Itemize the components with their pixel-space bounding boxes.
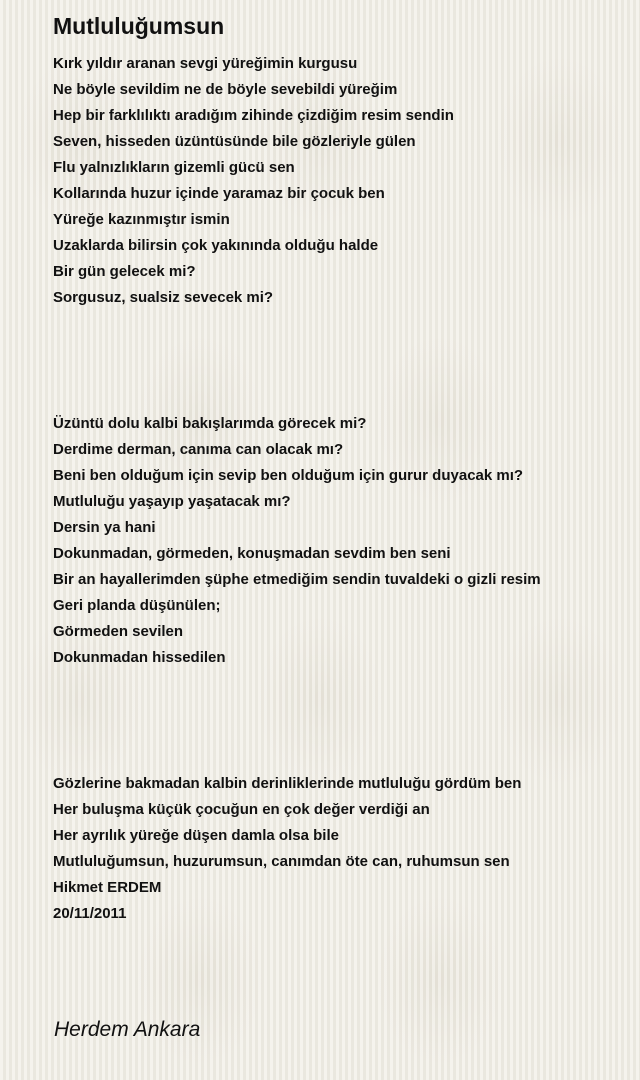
poem-line: Seven, hisseden üzüntüsünde bile gözleriyle gülen [53, 133, 416, 150]
poem-line: Yüreğe kazınmıştır ismin [53, 211, 230, 228]
poem-line: Flu yalnızlıkların gizemli gücü sen [53, 159, 295, 176]
poem-line: Mutluluğumsun, huzurumsun, canımdan öte can, ruhumsun sen [53, 853, 510, 870]
stanza-3 [53, 771, 521, 927]
poem-date: 20/11/2011 [53, 905, 127, 922]
poem-author: Hikmet ERDEM [53, 879, 162, 896]
poem-line: Dokunmadan hissedilen [53, 649, 226, 666]
stanza-2 [53, 411, 541, 671]
poem-title: Mutluluğumsun [53, 13, 225, 39]
poem-line: Beni ben olduğum için sevip ben olduğum için gurur duyacak mı? [53, 467, 524, 484]
poem-line: Dokunmadan, görmeden, konuşmadan sevdim ben seni [53, 545, 451, 562]
poem-line: Görmeden sevilen [53, 623, 184, 640]
poem-line: Her ayrılık yüreğe düşen damla olsa bile [53, 827, 339, 844]
poem-line: Hep bir farklılıktı aradığım zihinde çizdiğim resim sendin [53, 107, 454, 124]
poem-line: Bir an hayallerimden şüphe etmediğim sendin tuvaldeki o gizli resim [53, 571, 541, 588]
stanza-1 [53, 51, 454, 311]
poem-line: Gözlerine bakmadan kalbin derinliklerinde mutluluğu gördüm ben [53, 775, 522, 792]
poem-line: Uzaklarda bilirsin çok yakınında olduğu halde [53, 237, 379, 254]
poem-line: Sorgusuz, sualsiz sevecek mi? [53, 289, 274, 306]
poem-line: Her buluşma küçük çocuğun en çok değer verdiği an [53, 801, 430, 818]
poem-line: Üzüntü dolu kalbi bakışlarımda görecek mi? [53, 415, 367, 432]
poem-line: Derdime derman, canıma can olacak mı? [53, 441, 344, 458]
poem-line: Bir gün gelecek mi? [53, 263, 196, 280]
poem-line: Geri planda düşünülen; [53, 597, 221, 614]
poem-line: Ne böyle sevildim ne de böyle sevebildi yüreğim [53, 81, 398, 98]
poem-line: Kırk yıldır aranan sevgi yüreğimin kurgusu [53, 55, 358, 72]
poem-line: Kollarında huzur içinde yaramaz bir çocuk ben [53, 185, 385, 202]
poem-line: Dersin ya hani [53, 519, 156, 536]
poem-line: Mutluluğu yaşayıp yaşatacak mı? [53, 493, 291, 510]
signature: Herdem Ankara [54, 1018, 201, 1041]
